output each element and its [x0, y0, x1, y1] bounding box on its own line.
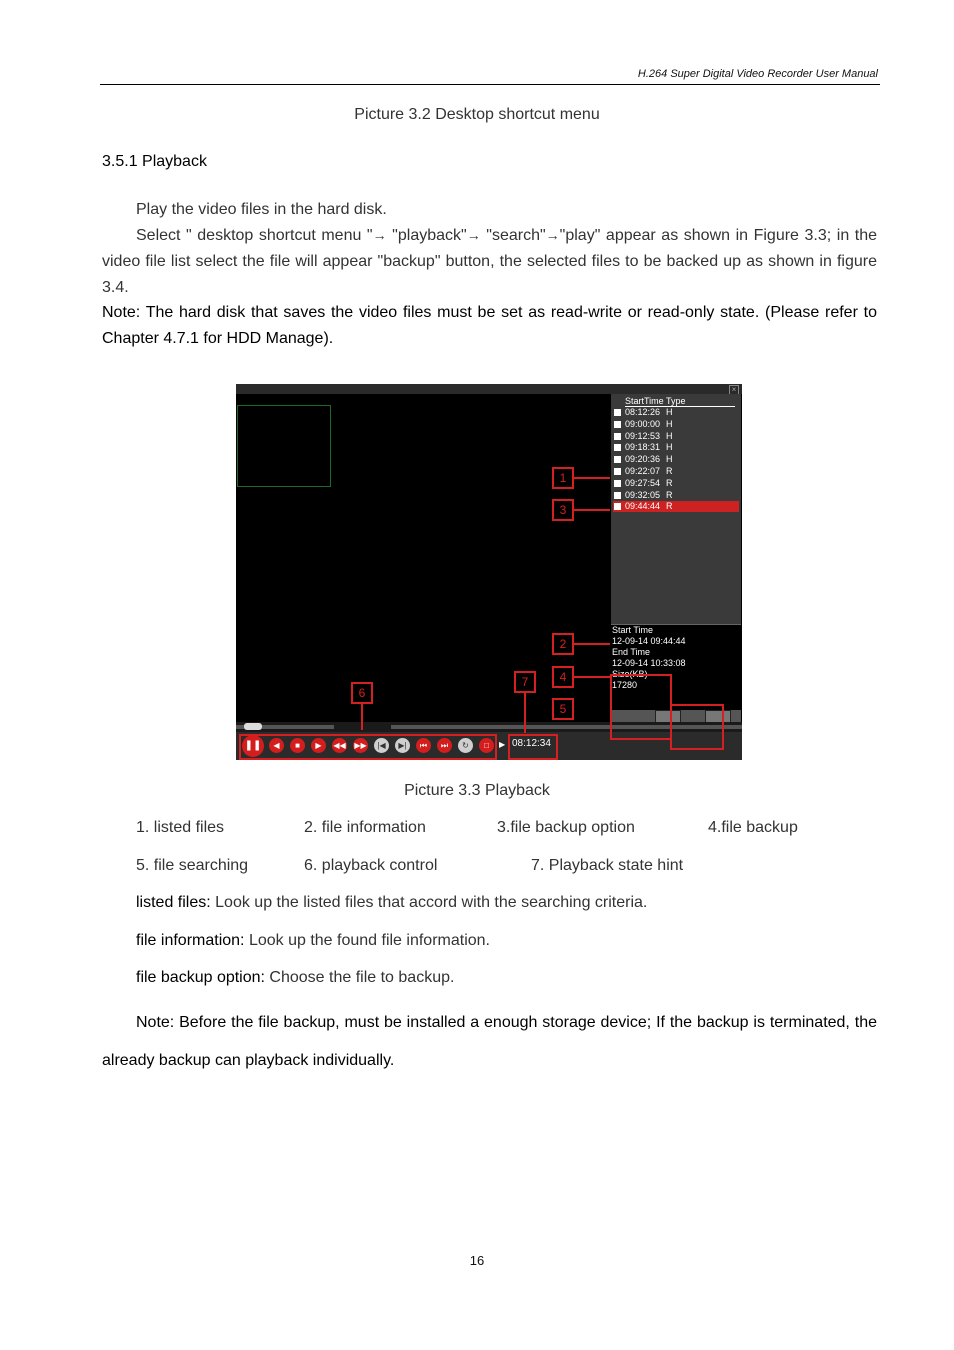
caption-picture-3-2: Picture 3.2 Desktop shortcut menu: [354, 106, 600, 123]
note-hdd: Note: The hard disk that saves the video files must be set as read-write or read-only state. (Please refer to Chapter 4.7.1 for HDD Manage).: [102, 304, 877, 347]
end-time-label: End Time: [612, 647, 651, 657]
legend-item-2: 2. file information: [304, 819, 426, 836]
header-rule: [100, 84, 880, 85]
callout-7-arrow: [524, 693, 526, 733]
file-start-time: 09:12:53: [625, 430, 661, 441]
def-file-backup-option: [136, 969, 454, 987]
checkbox[interactable]: [614, 503, 621, 510]
def-label: file information:: [136, 932, 245, 949]
checkbox[interactable]: [614, 492, 621, 499]
playback-screenshot: [236, 384, 742, 760]
file-start-time: 09:00:00: [625, 418, 661, 429]
frame-forward-icon[interactable]: ▶|: [395, 738, 410, 753]
intro-line: Play the video files in the hard disk.: [136, 201, 387, 218]
file-list-item[interactable]: [613, 431, 739, 442]
callout-6: 6: [351, 682, 373, 704]
play-icon[interactable]: ▶: [311, 738, 326, 753]
legend-item-7: 7. Playback state hint: [531, 857, 684, 874]
pause-icon[interactable]: ❚❚: [242, 735, 264, 757]
intro-paragraph: [102, 222, 877, 301]
current-time: 08:12:34: [512, 738, 551, 749]
callout-7: 7: [514, 671, 536, 693]
legend-item-4: 4.file backup: [708, 819, 798, 836]
file-list-panel: [611, 394, 741, 722]
callout-3: 3: [552, 499, 574, 521]
arrow-icon: →: [372, 227, 387, 243]
def-file-information: [136, 932, 490, 950]
previous-file-icon[interactable]: ⏮: [416, 738, 431, 753]
checkbox[interactable]: [614, 433, 621, 440]
file-list-item[interactable]: [613, 501, 739, 512]
checkbox[interactable]: [614, 468, 621, 475]
caption-picture-3-3: Picture 3.3 Playback: [404, 782, 550, 799]
def-text: Look up the found file information.: [244, 932, 490, 949]
file-list-header: StartTime Type: [625, 396, 735, 407]
time-hint-highlight: [508, 734, 558, 760]
file-start-time: 09:27:54: [625, 477, 661, 488]
size-value: 17280: [612, 680, 638, 690]
callout-6-arrow: [361, 704, 363, 730]
note-backup: Note: Before the file backup, must be installed a enough storage device; If the backup is terminated, the already backup can playback individually.: [102, 1014, 877, 1069]
file-list-item[interactable]: [613, 490, 739, 501]
frame-back-icon[interactable]: |◀: [374, 738, 389, 753]
callout-2: 2: [552, 633, 574, 655]
file-list-item[interactable]: [613, 442, 739, 453]
intro-text-b: "playback": [386, 227, 467, 244]
video-sub-window: [237, 405, 331, 487]
callout-4: 4: [552, 666, 574, 688]
file-list-item[interactable]: [613, 407, 739, 418]
playback-controls-highlight: [239, 734, 497, 760]
callout-3-arrow: [574, 509, 610, 511]
window-titlebar: [236, 384, 742, 394]
file-type: R: [666, 489, 673, 500]
callout-2-arrow: [574, 643, 610, 645]
legend-item-3: 3.file backup option: [497, 819, 635, 836]
rewind-icon[interactable]: ◀◀: [332, 738, 347, 753]
callout-1-arrow: [574, 477, 610, 479]
search-button-highlight: [670, 704, 724, 750]
file-list-item[interactable]: [613, 454, 739, 465]
file-type: R: [666, 466, 673, 476]
size-label: Size(KB): [612, 669, 648, 679]
intro-text-d: "play" appear as shown in Figure 3.3; in the video file list select the file will appear "backup" button, the selected files to be backed up as shown in figure 3.4.: [102, 227, 878, 296]
arrow-icon: →: [466, 227, 481, 243]
file-type: H: [666, 454, 673, 465]
def-listed-files: [136, 894, 647, 912]
section-title: 3.5.1 Playback: [102, 153, 207, 170]
start-time-label: Start Time: [612, 625, 654, 635]
checkbox[interactable]: [614, 456, 621, 463]
stop-icon[interactable]: ■: [290, 738, 305, 753]
def-label: file backup option:: [136, 969, 265, 986]
file-start-time: 09:44:44: [625, 501, 661, 512]
end-time-value: 12-09-14 10:33:08: [612, 658, 686, 668]
legend-item-6: 6. playback control: [304, 857, 438, 874]
file-type: H: [666, 418, 673, 429]
state-indicator-icon: ▶: [499, 740, 506, 749]
def-label: listed files:: [136, 894, 211, 911]
callout-4-arrow: [574, 676, 610, 678]
checkbox[interactable]: [614, 421, 621, 428]
def-text: Choose the file to backup.: [264, 969, 455, 986]
checkbox[interactable]: [614, 409, 621, 416]
close-icon[interactable]: ×: [729, 385, 739, 395]
callout-5: 5: [552, 698, 574, 720]
running-header: H.264 Super Digital Video Recorder User Manual: [637, 68, 878, 80]
fullscreen-icon[interactable]: □: [479, 738, 494, 753]
file-start-time: 09:18:31: [625, 442, 661, 453]
next-file-icon[interactable]: ⏭: [437, 738, 452, 753]
progress-knob[interactable]: [244, 723, 262, 730]
start-time-value: 12-09-14 09:44:44: [612, 636, 686, 646]
file-start-time: 08:12:26: [625, 407, 661, 417]
checkbox[interactable]: [614, 444, 621, 451]
backup-button-highlight: [610, 674, 672, 740]
def-text: Look up the listed files that accord with the searching criteria.: [210, 894, 648, 911]
checkbox[interactable]: [614, 480, 621, 487]
loop-icon[interactable]: ↻: [458, 738, 473, 753]
intro-text-a: Select " desktop shortcut menu ": [136, 227, 373, 244]
file-type: R: [666, 477, 673, 488]
file-type: R: [666, 501, 673, 512]
file-list-item[interactable]: [613, 466, 739, 477]
file-start-time: 09:22:07: [625, 466, 661, 476]
file-type: H: [666, 442, 673, 453]
file-start-time: 09:20:36: [625, 454, 661, 465]
intro-text-c: "search": [480, 227, 546, 244]
callout-1: 1: [552, 467, 574, 489]
fast-forward-icon[interactable]: ▶▶: [353, 738, 368, 753]
file-list-item[interactable]: [613, 419, 739, 430]
legend-item-1: 1. listed files: [136, 819, 225, 836]
file-list-item[interactable]: [613, 478, 739, 489]
legend-item-5: 5. file searching: [136, 857, 249, 874]
page-number: 16: [469, 1253, 485, 1268]
file-type: H: [666, 430, 673, 441]
arrow-icon: →: [545, 227, 560, 243]
file-start-time: 09:32:05: [625, 489, 661, 500]
play-reverse-icon[interactable]: ◀: [269, 738, 284, 753]
file-type: H: [666, 407, 673, 417]
